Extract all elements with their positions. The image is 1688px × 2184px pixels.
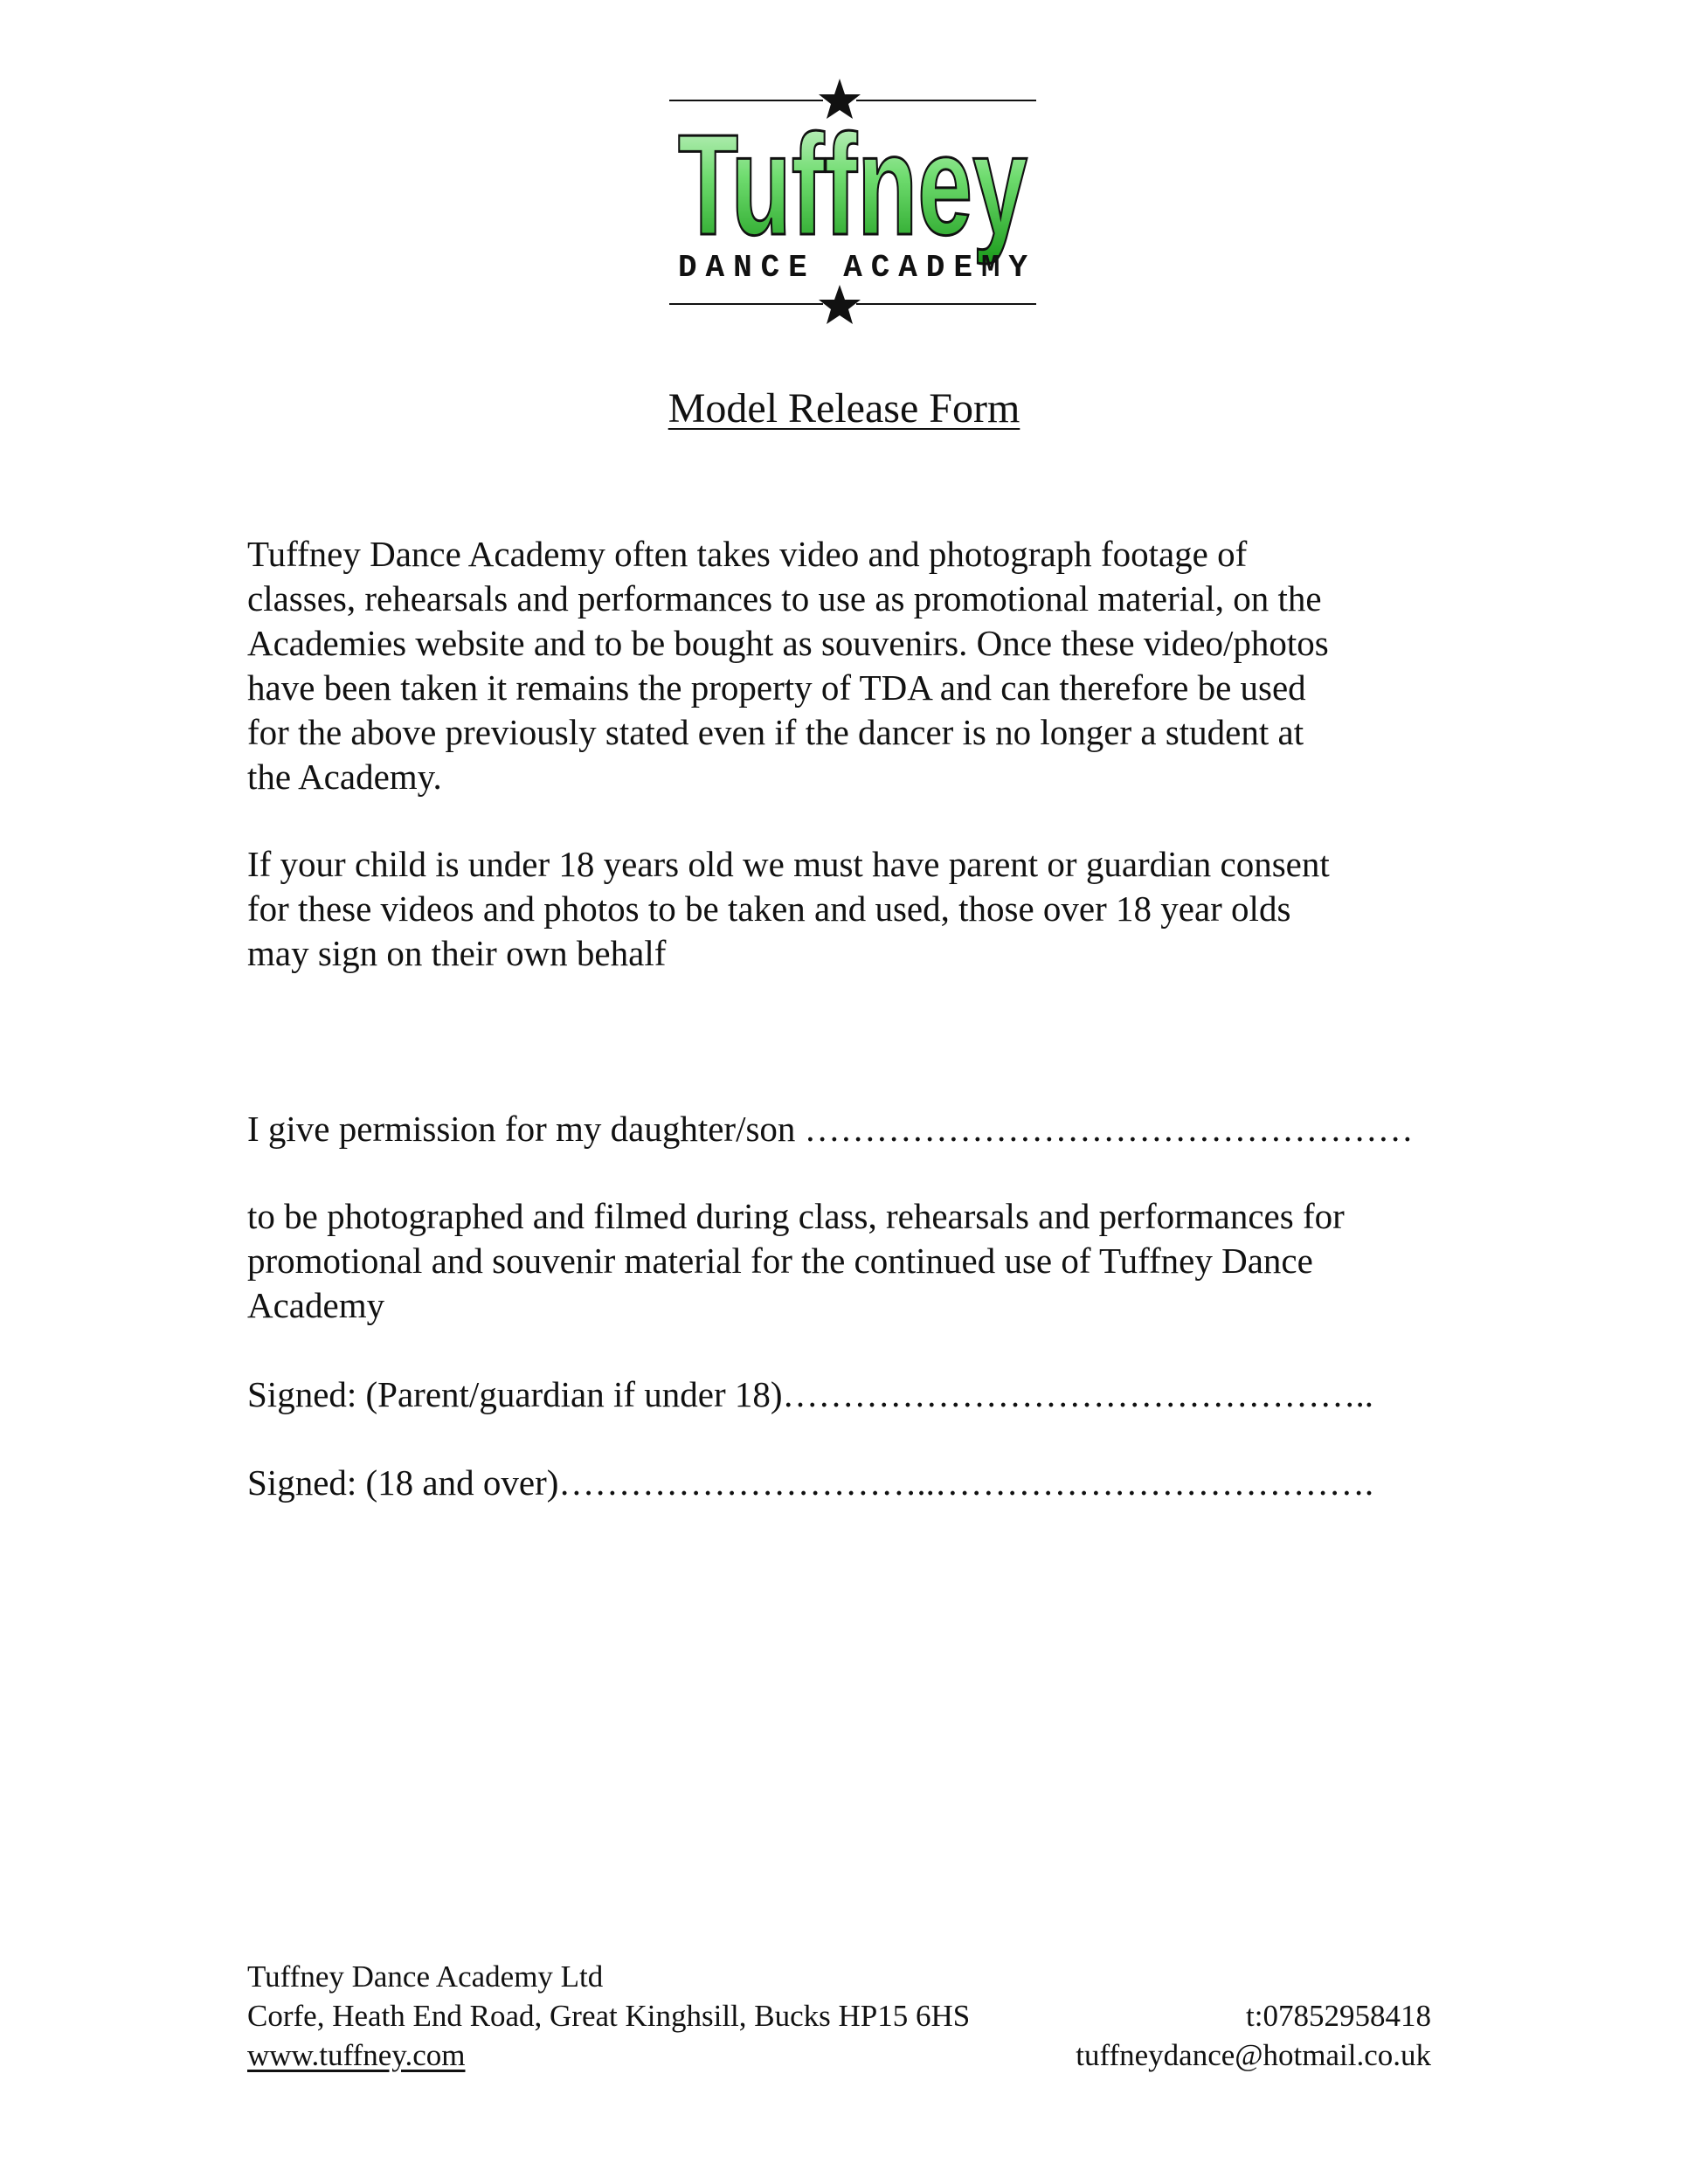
signature-parent-field[interactable] bbox=[247, 1372, 1373, 1417]
intro-line: Academies website and to be bought as souvenirs. Once these video/photos bbox=[247, 623, 1329, 663]
intro-line: have been taken it remains the property of TDA and can therefore be used bbox=[247, 667, 1306, 708]
intro-line: the Academy. bbox=[247, 757, 442, 797]
tuffney-logo bbox=[669, 73, 1036, 328]
intro-line: classes, rehearsals and performances to use as promotional material, on the bbox=[247, 578, 1322, 619]
signature-adult-text: Signed: (18 and over)…………………………..………………………………. bbox=[247, 1462, 1374, 1503]
footer-company: Tuffney Dance Academy Ltd bbox=[247, 1959, 604, 1994]
signature-adult-field[interactable] bbox=[247, 1461, 1373, 1505]
footer-website-link[interactable]: www.tuffney.com bbox=[247, 2038, 466, 2072]
permission-text: I give permission for my daughter/son …………………………………………… bbox=[247, 1109, 1414, 1149]
permission-field[interactable] bbox=[247, 1107, 1414, 1151]
footer-phone: t:07852958418 bbox=[1246, 1999, 1431, 2033]
consent-line: If your child is under 18 years old we must have parent or guardian consent bbox=[247, 844, 1330, 884]
footer-row-address bbox=[247, 1996, 1431, 2035]
page-title bbox=[0, 383, 1688, 435]
usage-line: Academy bbox=[247, 1285, 385, 1325]
consent-line: may sign on their own behalf bbox=[247, 933, 667, 973]
consent-line: for these videos and photos to be taken and used, those over 18 year olds bbox=[247, 888, 1291, 929]
page-title-text: Model Release Form bbox=[668, 385, 1020, 432]
consent-paragraph bbox=[247, 842, 1330, 976]
usage-line: to be photographed and filmed during class, rehearsals and performances for bbox=[247, 1196, 1345, 1236]
footer-row-contact bbox=[247, 2035, 1431, 2075]
intro-paragraph bbox=[247, 532, 1329, 799]
footer-email: tuffneydance@hotmail.co.uk bbox=[1076, 2038, 1431, 2072]
logo-bottom-star-icon bbox=[819, 285, 861, 324]
intro-line: for the above previously stated even if the dancer is no longer a student at bbox=[247, 712, 1304, 752]
usage-paragraph bbox=[247, 1194, 1345, 1328]
footer-row-company bbox=[247, 1957, 1431, 1996]
footer bbox=[247, 1957, 1431, 2075]
logo-brand-text: Tuffney bbox=[678, 105, 1027, 265]
intro-line: Tuffney Dance Academy often takes video and photograph footage of bbox=[247, 534, 1248, 574]
usage-line: promotional and souvenir material for the continued use of Tuffney Dance bbox=[247, 1241, 1313, 1281]
logo-subtitle-text: DANCE ACADEMY bbox=[678, 250, 1027, 286]
signature-parent-text: Signed: (Parent/guardian if under 18)………………………………………….. bbox=[247, 1374, 1374, 1414]
footer-address: Corfe, Heath End Road, Great Kinghsill, Bucks HP15 6HS bbox=[247, 1999, 971, 2033]
